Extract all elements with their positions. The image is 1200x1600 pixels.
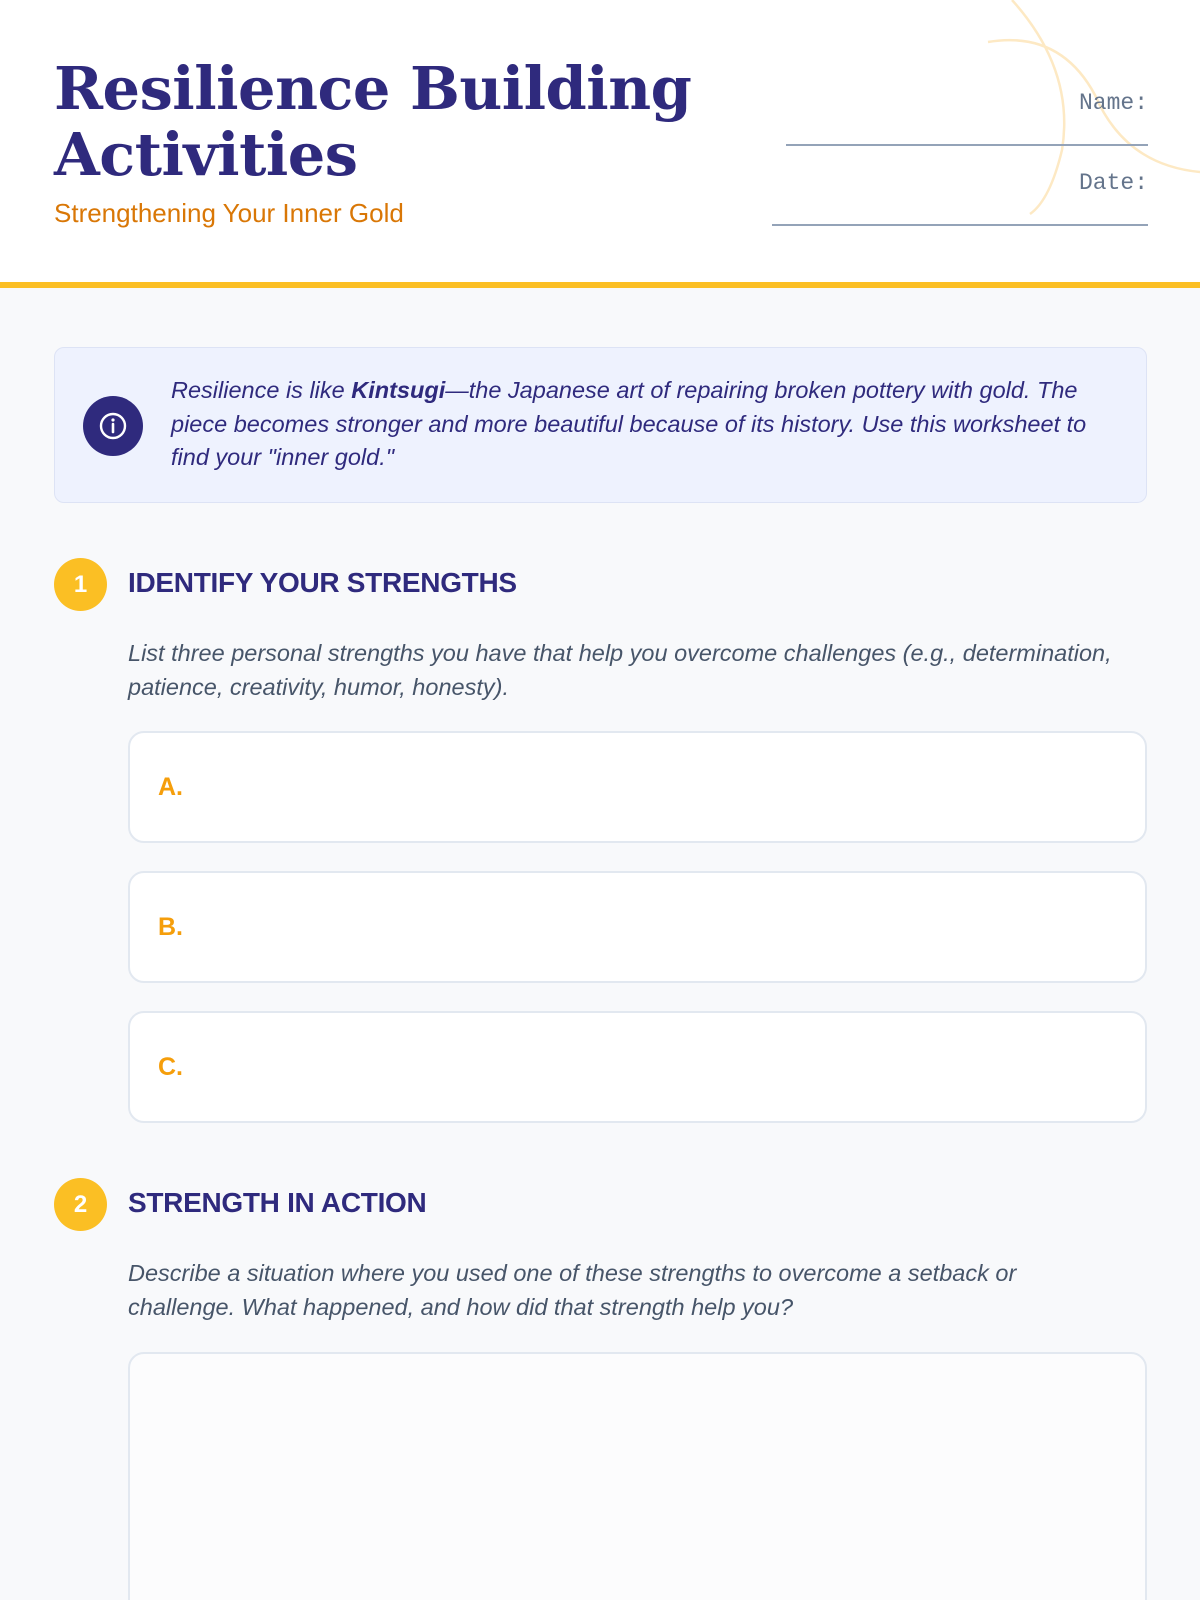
section-description-1: List three personal strengths you have that help you overcome challenges (e.g., determination, patience, creativity, humor, honesty). — [128, 640, 1112, 700]
worksheet-header — [0, 0, 1200, 288]
section-number-1: 1 — [54, 558, 107, 611]
section-title-2: STRENGTH IN ACTION — [128, 1187, 427, 1218]
intro-text — [171, 374, 1121, 475]
intro-text-start: Resilience is like — [171, 377, 352, 403]
strength-in-action-answer[interactable] — [128, 1352, 1147, 1600]
intro-callout — [54, 347, 1147, 503]
strength-answer-c[interactable] — [128, 1011, 1147, 1123]
answer-letter-c: C. — [158, 1053, 183, 1081]
date-field-line[interactable] — [772, 224, 1148, 226]
section-description-2: Describe a situation where you used one of these strengths to overcome a setback or challenge. What happened, and how did that strength help you? — [128, 1260, 1017, 1320]
info-icon — [83, 396, 143, 456]
intro-bold-word: Kintsugi — [351, 377, 446, 403]
intro-text-end: —the Japanese art of repairing broken pottery with gold. The piece becomes stronger and more beautiful because of its history. Use this worksheet to find your "inner gold." — [171, 377, 1087, 470]
name-label: Name: — [1078, 90, 1148, 116]
strength-answer-b[interactable] — [128, 871, 1147, 983]
page-title — [54, 56, 694, 188]
date-label: Date: — [1078, 170, 1148, 196]
name-field-line[interactable] — [786, 144, 1148, 146]
section-number-2: 2 — [54, 1178, 107, 1231]
strength-answer-a[interactable] — [128, 731, 1147, 843]
page-title-line-2: Activities — [54, 120, 358, 189]
answer-letter-a: A. — [158, 773, 183, 801]
section-title-1: IDENTIFY YOUR STRENGTHS — [128, 567, 517, 598]
answer-letter-b: B. — [158, 913, 183, 941]
page-title-line-1: Resilience Building — [54, 54, 692, 123]
page-subtitle: Strengthening Your Inner Gold — [54, 198, 404, 228]
